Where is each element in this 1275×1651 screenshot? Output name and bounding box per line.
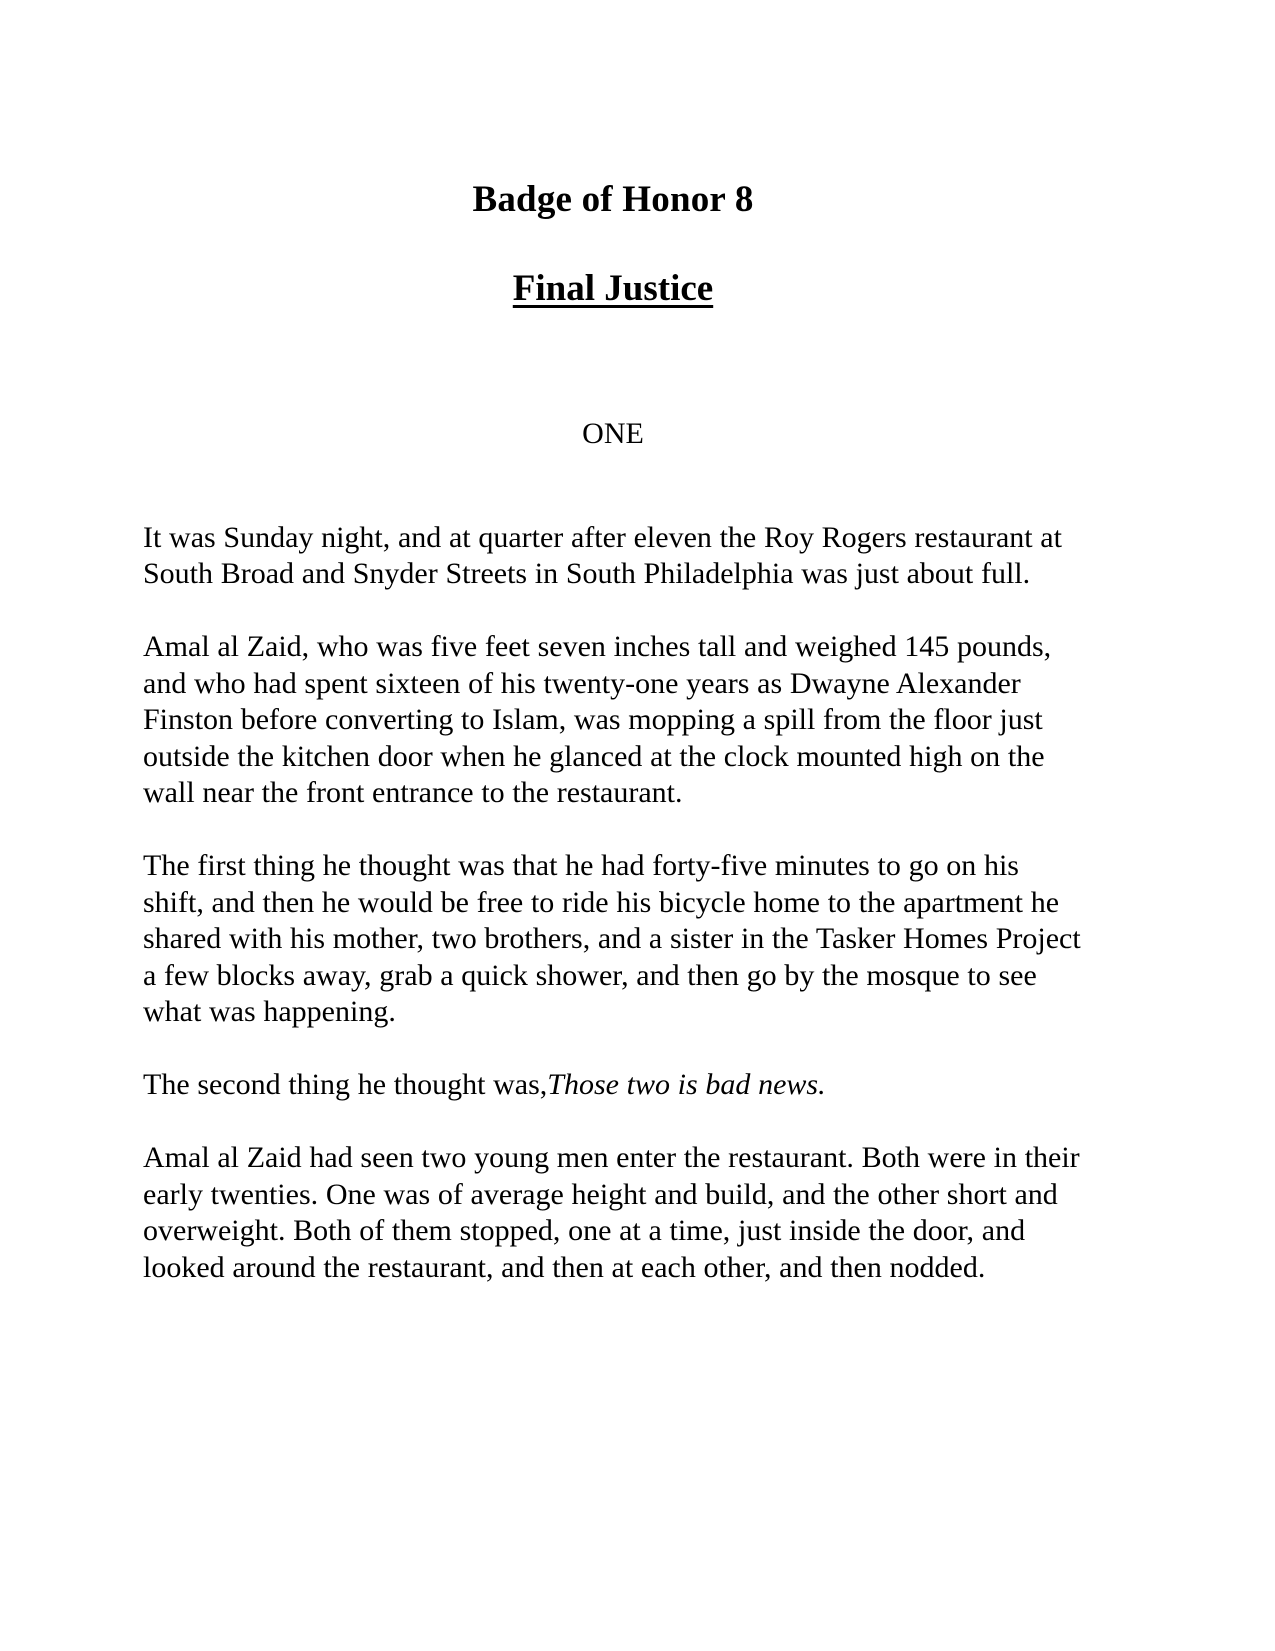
book-subtitle <box>143 222 1083 311</box>
paragraph-3: The first thing he thought was that he had forty-five minutes to go on his shift, and then he would be free to ride his bicycle home to the apartment he shared with his mother, two brothers, and a sister in the Tasker Homes Project a few blocks away, grab a quick shower, and then go by the mosque to see what was happening. <box>143 849 1081 1029</box>
paragraph-1: It was Sunday night, and at quarter after eleven the Roy Rogers restaurant at South Broad and Snyder Streets in South Philadelphia was just about full. <box>143 520 1062 591</box>
book-title: Badge of Honor 8 <box>472 179 754 220</box>
body-text-block <box>143 452 1083 1287</box>
paragraph-5: Amal al Zaid had seen two young men enter the restaurant. Both were in their early twenties. One was of average height and build, and the other short and overweight. Both of them stopped, one at a time, just inside the door, and looked around the restaurant, and then at each other, and then nodded. <box>143 1141 1080 1284</box>
thought-lead-text: The second thing he thought was, <box>143 1068 548 1102</box>
thought-italic-text: Those two is bad news. <box>547 1068 826 1102</box>
chapter-heading: ONE <box>582 416 644 450</box>
document-content <box>143 0 1083 1286</box>
paragraph-4-thought <box>143 1067 1083 1104</box>
paragraph-2: Amal al Zaid, who was five feet seven inches tall and weighed 145 pounds, and who had spent sixteen of his twenty-one years as Dwayne Alexander Finston before converting to Islam, was mopping a spill from the floor just outside the kitchen door when he glanced at the clock mounted high on the wall near the front entrance to the restaurant. <box>143 630 1052 810</box>
book-subtitle-text: Final Justice <box>512 268 714 310</box>
